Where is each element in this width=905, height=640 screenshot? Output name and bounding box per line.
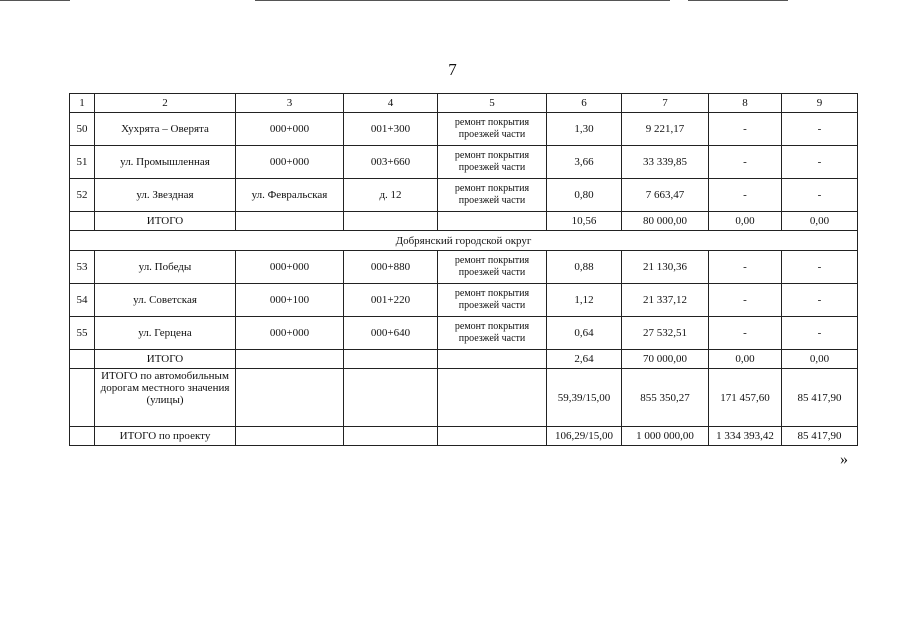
road-name-cell: ул. Победы <box>95 251 236 284</box>
amount-cell: 33 339,85 <box>622 146 709 179</box>
scan-edge-middle <box>255 0 670 1</box>
amount-cell: 27 532,51 <box>622 317 709 350</box>
table-cell: 000+100 <box>236 284 344 317</box>
header-cell: 4 <box>344 94 438 113</box>
length-cell: 0,64 <box>547 317 622 350</box>
road-name-cell: ИТОГО по автомобильным дорогам местного значения (улицы) <box>95 369 236 427</box>
amount-cell: - <box>782 251 858 284</box>
row-number-cell <box>70 369 95 427</box>
table-body <box>70 94 858 446</box>
table-row <box>70 284 858 317</box>
table-cell: д. 12 <box>344 179 438 212</box>
header-cell: 3 <box>236 94 344 113</box>
header-cell: 9 <box>782 94 858 113</box>
row-number-cell: 53 <box>70 251 95 284</box>
work-type-cell: ремонт покрытия проезжей части <box>438 251 547 284</box>
subtotal-row <box>70 212 858 231</box>
table-row <box>70 113 858 146</box>
amount-cell: 85 417,90 <box>782 427 858 446</box>
work-type-cell <box>438 369 547 427</box>
amount-cell: 70 000,00 <box>622 350 709 369</box>
row-number-cell: 50 <box>70 113 95 146</box>
table-cell: 001+220 <box>344 284 438 317</box>
table-cell: 000+640 <box>344 317 438 350</box>
amount-cell: - <box>782 179 858 212</box>
road-name-cell: Хухрята – Оверята <box>95 113 236 146</box>
header-cell: 7 <box>622 94 709 113</box>
amount-cell: 0,00 <box>709 350 782 369</box>
amount-cell: - <box>782 113 858 146</box>
amount-cell: - <box>709 284 782 317</box>
road-name-cell: ИТОГО <box>95 212 236 231</box>
work-type-cell: ремонт покрытия проезжей части <box>438 179 547 212</box>
road-name-cell: ИТОГО по проекту <box>95 427 236 446</box>
table-cell: 000+000 <box>236 146 344 179</box>
row-number-cell: 55 <box>70 317 95 350</box>
length-cell: 1,30 <box>547 113 622 146</box>
table-cell: ул. Февральская <box>236 179 344 212</box>
row-number-cell: 54 <box>70 284 95 317</box>
length-cell: 1,12 <box>547 284 622 317</box>
table-cell <box>236 350 344 369</box>
table-cell <box>344 350 438 369</box>
table-cell: 000+000 <box>236 251 344 284</box>
road-name-cell: ул. Промышленная <box>95 146 236 179</box>
amount-cell: 21 130,36 <box>622 251 709 284</box>
amount-cell: - <box>709 113 782 146</box>
amount-cell: - <box>782 284 858 317</box>
amount-cell: 9 221,17 <box>622 113 709 146</box>
work-type-cell: ремонт покрытия проезжей части <box>438 113 547 146</box>
work-type-cell: ремонт покрытия проезжей части <box>438 146 547 179</box>
table-cell: 003+660 <box>344 146 438 179</box>
header-row <box>70 94 858 113</box>
subtotal-row <box>70 350 858 369</box>
work-type-cell: ремонт покрытия проезжей части <box>438 284 547 317</box>
table-cell: 000+880 <box>344 251 438 284</box>
table-cell <box>344 427 438 446</box>
length-cell: 0,88 <box>547 251 622 284</box>
amount-cell: 0,00 <box>709 212 782 231</box>
table-cell: 000+000 <box>236 317 344 350</box>
amount-cell: 7 663,47 <box>622 179 709 212</box>
closing-quote-mark: » <box>840 451 848 468</box>
amount-cell: 0,00 <box>782 212 858 231</box>
amount-cell: 1 000 000,00 <box>622 427 709 446</box>
amount-cell: 0,00 <box>782 350 858 369</box>
table-row <box>70 251 858 284</box>
header-cell: 6 <box>547 94 622 113</box>
table-cell <box>236 427 344 446</box>
length-cell: 59,39/15,00 <box>547 369 622 427</box>
road-name-cell: ул. Звездная <box>95 179 236 212</box>
amount-cell: - <box>782 146 858 179</box>
amount-cell: - <box>782 317 858 350</box>
amount-cell: 855 350,27 <box>622 369 709 427</box>
table-cell <box>236 369 344 427</box>
row-number-cell <box>70 350 95 369</box>
road-name-cell: ИТОГО <box>95 350 236 369</box>
length-cell: 106,29/15,00 <box>547 427 622 446</box>
length-cell: 10,56 <box>547 212 622 231</box>
table-cell: 001+300 <box>344 113 438 146</box>
amount-cell: - <box>709 251 782 284</box>
amount-cell: 171 457,60 <box>709 369 782 427</box>
header-cell: 1 <box>70 94 95 113</box>
table-cell <box>344 369 438 427</box>
amount-cell: 21 337,12 <box>622 284 709 317</box>
amount-cell: - <box>709 179 782 212</box>
work-type-cell <box>438 212 547 231</box>
row-number-cell: 52 <box>70 179 95 212</box>
table-row <box>70 179 858 212</box>
page-number: 7 <box>448 60 457 79</box>
section-row <box>70 231 858 251</box>
length-cell: 3,66 <box>547 146 622 179</box>
road-repair-table <box>69 93 858 446</box>
road-name-cell: ул. Герцена <box>95 317 236 350</box>
amount-cell: 80 000,00 <box>622 212 709 231</box>
total-row <box>70 427 858 446</box>
scan-edge-left <box>0 0 70 1</box>
amount-cell: - <box>709 146 782 179</box>
amount-cell: 85 417,90 <box>782 369 858 427</box>
table-row <box>70 146 858 179</box>
row-number-cell <box>70 427 95 446</box>
work-type-cell <box>438 427 547 446</box>
length-cell: 2,64 <box>547 350 622 369</box>
table-cell <box>344 212 438 231</box>
table-cell <box>236 212 344 231</box>
section-title: Добрянский городской округ <box>70 231 858 251</box>
header-cell: 2 <box>95 94 236 113</box>
amount-cell: - <box>709 317 782 350</box>
table-cell: 000+000 <box>236 113 344 146</box>
road-name-cell: ул. Советская <box>95 284 236 317</box>
row-number-cell <box>70 212 95 231</box>
work-type-cell: ремонт покрытия проезжей части <box>438 317 547 350</box>
work-type-cell <box>438 350 547 369</box>
row-number-cell: 51 <box>70 146 95 179</box>
length-cell: 0,80 <box>547 179 622 212</box>
multi-row <box>70 369 858 427</box>
scan-edge-right <box>688 0 788 1</box>
header-cell: 5 <box>438 94 547 113</box>
header-cell: 8 <box>709 94 782 113</box>
table-row <box>70 317 858 350</box>
amount-cell: 1 334 393,42 <box>709 427 782 446</box>
